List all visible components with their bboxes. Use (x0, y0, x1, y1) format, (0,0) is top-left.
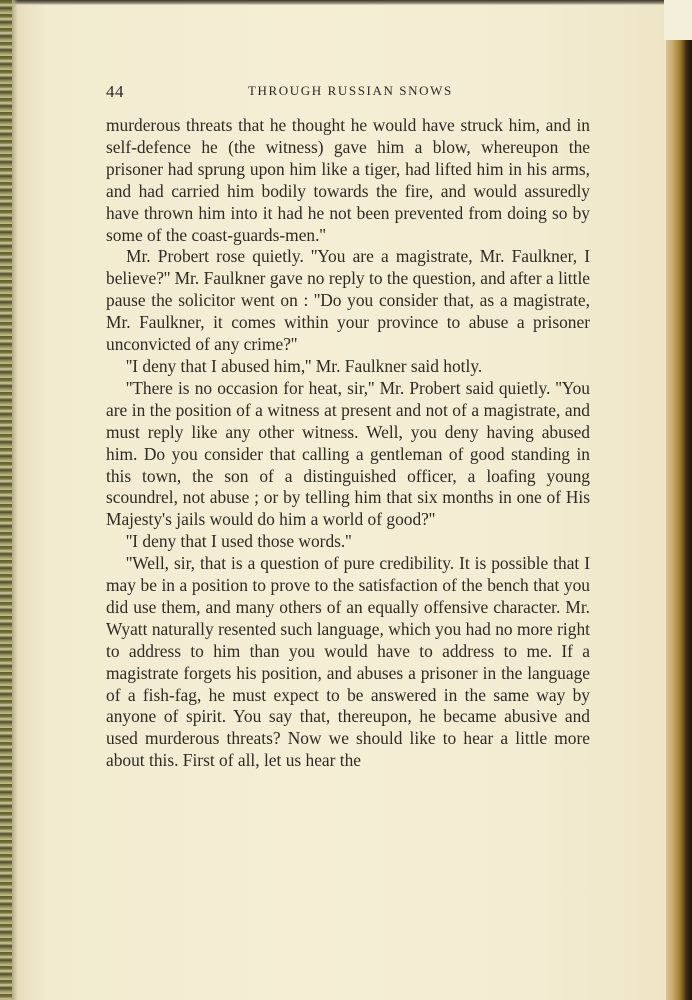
page-top-edge (0, 0, 692, 5)
paragraph: ''There is no occasion for heat, sir,'' Mr. Probert said quietly. ''You are in the position of a witness at present and not of a magistrate, and must reply like any other witness. Well, you deny having abused him. Do you consider that calling a gentleman of good standing in this town, the son of a distinguished officer, a loafing young scoundrel, not abuse ; or by telling him that six months in one of His Majesty's jails would do him a world of good?'' (106, 377, 590, 530)
paragraph: murderous threats that he thought he would have struck him, and in self-defence he (the witness) gave him a blow, whereupon the prisoner had sprung upon him like a tiger, had lifted him in his arms, and had carried him bodily towards the fire, and would assuredly have thrown him into it had he not been prevented from doing so by some of the coast-guards-men.'' (106, 115, 590, 245)
background-corner (664, 0, 692, 40)
body-text (106, 115, 590, 772)
paragraph: ''I deny that I used those words.'' (126, 531, 352, 552)
book-binding-edge (0, 0, 12, 1000)
paragraph: Mr. Probert rose quietly. ''You are a magistrate, Mr. Faulkner, I believe?'' Mr. Faulkner gave no reply to the question, and after a little pause the solicitor went on : ''Do you consider that, as a magistrate, Mr. Faulkner, it comes within your province to abuse a prisoner unconvicted of any crime?'' (106, 246, 590, 355)
page-header (106, 82, 590, 102)
binding-shadow (12, 0, 18, 1000)
page-number: 44 (106, 82, 124, 101)
paragraph: ''I deny that I abused him,'' Mr. Faulkner said hotly. (126, 355, 483, 376)
page-stack-edge (666, 40, 692, 1000)
paragraph: ''Well, sir, that is a question of pure credibility. It is possible that I may be in a position to prove to the satisfaction of the bench that you did use them, and many others of an equally offensive character. Mr. Wyatt naturally resented such language, which you had no more right to address to him than you would have to address to me. If a magistrate forgets his position, and abuses a prisoner in the language of a fish-fag, he must expect to be answered in the same way by anyone of spirit. You say that, thereupon, he became abusive and used murderous threats? Now we should like to hear a little more about this. First of all, let us hear the (106, 553, 590, 771)
running-head: THROUGH RUSSIAN SNOWS (248, 83, 453, 98)
